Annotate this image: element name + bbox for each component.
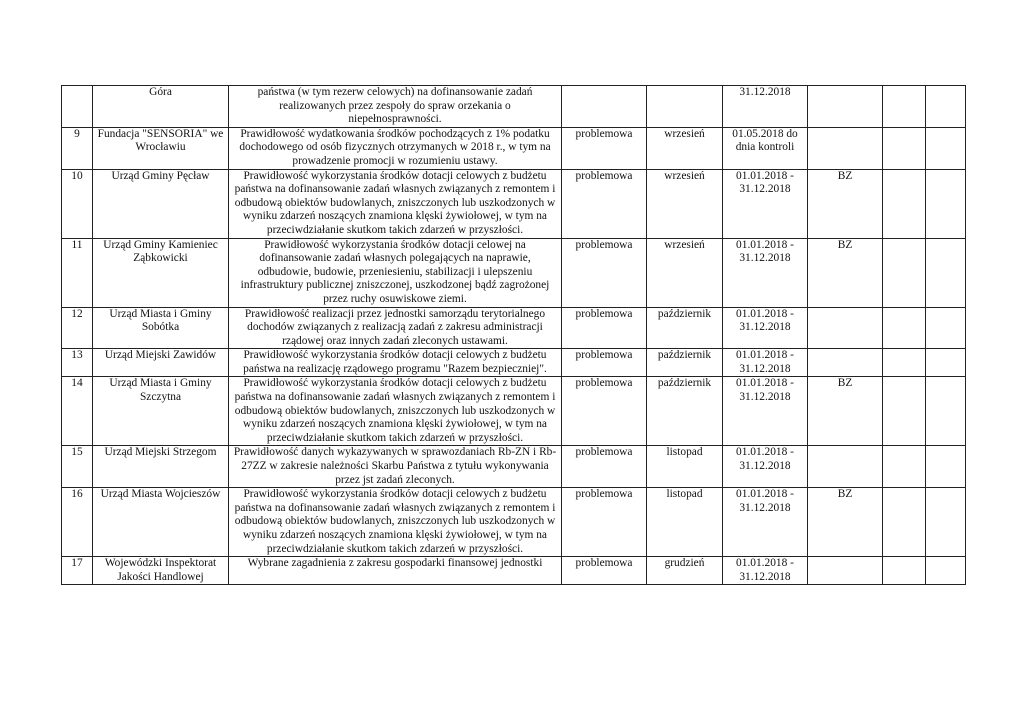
control-month: październik bbox=[647, 349, 723, 377]
audited-unit: Urząd Miejski Strzegom bbox=[93, 446, 229, 488]
empty-cell bbox=[926, 349, 966, 377]
empty-cell bbox=[883, 446, 926, 488]
control-note bbox=[808, 86, 883, 128]
table-row bbox=[62, 127, 966, 169]
control-month: październik bbox=[647, 377, 723, 446]
control-period: 01.01.2018 - 31.12.2018 bbox=[723, 169, 808, 238]
control-subject: Prawidłowość wydatkowania środków pochodzących z 1% podatku dochodowego od osób fizycznych otrzymanych w 2018 r., w tym na prowadzenie promocji w rozumieniu ustawy. bbox=[229, 127, 562, 169]
control-period: 01.05.2018 do dnia kontroli bbox=[723, 127, 808, 169]
empty-cell bbox=[883, 86, 926, 128]
control-month: grudzień bbox=[647, 557, 723, 585]
control-type: problemowa bbox=[562, 377, 647, 446]
control-month: listopad bbox=[647, 446, 723, 488]
control-note bbox=[808, 349, 883, 377]
row-number bbox=[62, 86, 93, 128]
control-type: problemowa bbox=[562, 557, 647, 585]
control-period: 01.01.2018 - 31.12.2018 bbox=[723, 488, 808, 557]
empty-cell bbox=[926, 86, 966, 128]
control-period: 01.01.2018 - 31.12.2018 bbox=[723, 349, 808, 377]
control-period: 01.01.2018 - 31.12.2018 bbox=[723, 557, 808, 585]
control-note bbox=[808, 307, 883, 349]
row-number: 17 bbox=[62, 557, 93, 585]
empty-cell bbox=[926, 169, 966, 238]
control-subject: Prawidłowość danych wykazywanych w sprawozdaniach Rb-ZN i Rb-27ZZ w zakresie należności Skarbu Państwa z tytułu wykonywania przez jst zadań zleconych. bbox=[229, 446, 562, 488]
table-row bbox=[62, 488, 966, 557]
audited-unit: Góra bbox=[93, 86, 229, 128]
table-row bbox=[62, 349, 966, 377]
empty-cell bbox=[883, 488, 926, 557]
audited-unit: Urząd Gminy Pęcław bbox=[93, 169, 229, 238]
control-subject: Prawidłowość realizacji przez jednostki samorządu terytorialnego dochodów związanych z realizacją zadań z zakresu administracji rządowej oraz innych zadań zleconych ustawami. bbox=[229, 307, 562, 349]
control-note bbox=[808, 446, 883, 488]
table-row bbox=[62, 377, 966, 446]
audited-unit: Fundacja "SENSORIA" we Wrocławiu bbox=[93, 127, 229, 169]
control-subject: Prawidłowość wykorzystania środków dotacji celowych z budżetu państwa na dofinansowanie zadań własnych związanych z remontem i odbudową obiektów budowlanych, zniszczonych lub uszkodzonych w wyniku zdarzeń noszących znamiona klęski żywiołowej, w tym na przeciwdziałanie skutkom takich zdarzeń w przyszłości. bbox=[229, 169, 562, 238]
row-number: 12 bbox=[62, 307, 93, 349]
control-type: problemowa bbox=[562, 307, 647, 349]
control-note bbox=[808, 127, 883, 169]
control-note bbox=[808, 557, 883, 585]
control-type: problemowa bbox=[562, 349, 647, 377]
empty-cell bbox=[926, 238, 966, 307]
control-note: BZ bbox=[808, 238, 883, 307]
control-month: wrzesień bbox=[647, 127, 723, 169]
empty-cell bbox=[883, 349, 926, 377]
table-row bbox=[62, 238, 966, 307]
control-plan-table bbox=[61, 85, 966, 585]
empty-cell bbox=[926, 307, 966, 349]
empty-cell bbox=[883, 307, 926, 349]
control-period: 01.01.2018 - 31.12.2018 bbox=[723, 238, 808, 307]
empty-cell bbox=[883, 238, 926, 307]
control-subject: Prawidłowość wykorzystania środków dotacji celowej na dofinansowanie zadań własnych polegających na naprawie, odbudowie, budowie, przeniesieniu, stabilizacji i ulepszeniu infrastruktury publicznej zniszczonej, uszkodzonej bądź zagrożonej przez ruchy osuwiskowe ziemi. bbox=[229, 238, 562, 307]
empty-cell bbox=[926, 127, 966, 169]
empty-cell bbox=[883, 377, 926, 446]
audited-unit: Wojewódzki Inspektorat Jakości Handlowej bbox=[93, 557, 229, 585]
control-month: wrzesień bbox=[647, 238, 723, 307]
row-number: 13 bbox=[62, 349, 93, 377]
control-type: problemowa bbox=[562, 127, 647, 169]
table-row bbox=[62, 446, 966, 488]
row-number: 10 bbox=[62, 169, 93, 238]
row-number: 15 bbox=[62, 446, 93, 488]
control-note: BZ bbox=[808, 169, 883, 238]
empty-cell bbox=[926, 488, 966, 557]
control-type: problemowa bbox=[562, 169, 647, 238]
control-type: problemowa bbox=[562, 446, 647, 488]
audited-unit: Urząd Miasta i Gminy Szczytna bbox=[93, 377, 229, 446]
audited-unit: Urząd Miasta i Gminy Sobótka bbox=[93, 307, 229, 349]
row-number: 11 bbox=[62, 238, 93, 307]
control-note: BZ bbox=[808, 488, 883, 557]
control-period: 31.12.2018 bbox=[723, 86, 808, 128]
empty-cell bbox=[883, 127, 926, 169]
empty-cell bbox=[926, 377, 966, 446]
control-subject: Prawidłowość wykorzystania środków dotacji celowych z budżetu państwa na dofinansowanie zadań własnych związanych z remontem i odbudową obiektów budowlanych, zniszczonych lub uszkodzonych w wyniku zdarzeń noszących znamiona klęski żywiołowej, w tym na przeciwdziałanie skutkom takich zdarzeń w przyszłości. bbox=[229, 377, 562, 446]
control-month: listopad bbox=[647, 488, 723, 557]
control-subject: Prawidłowość wykorzystania środków dotacji celowych z budżetu państwa na dofinansowanie zadań własnych związanych z remontem i odbudową obiektów budowlanych, zniszczonych lub uszkodzonych w wyniku zdarzeń noszących znamiona klęski żywiołowej, w tym na przeciwdziałanie skutkom takich zdarzeń w przyszłości. bbox=[229, 488, 562, 557]
control-period: 01.01.2018 - 31.12.2018 bbox=[723, 307, 808, 349]
control-month: październik bbox=[647, 307, 723, 349]
control-period: 01.01.2018 - 31.12.2018 bbox=[723, 377, 808, 446]
control-type: problemowa bbox=[562, 238, 647, 307]
control-month: wrzesień bbox=[647, 169, 723, 238]
control-type: problemowa bbox=[562, 488, 647, 557]
control-note: BZ bbox=[808, 377, 883, 446]
control-type bbox=[562, 86, 647, 128]
row-number: 9 bbox=[62, 127, 93, 169]
table-row bbox=[62, 169, 966, 238]
table-row bbox=[62, 86, 966, 128]
table-row bbox=[62, 557, 966, 585]
table-row bbox=[62, 307, 966, 349]
audited-unit: Urząd Miejski Zawidów bbox=[93, 349, 229, 377]
empty-cell bbox=[883, 169, 926, 238]
empty-cell bbox=[883, 557, 926, 585]
row-number: 16 bbox=[62, 488, 93, 557]
empty-cell bbox=[926, 557, 966, 585]
empty-cell bbox=[926, 446, 966, 488]
control-subject: Prawidłowość wykorzystania środków dotacji celowych z budżetu państwa na realizację rządowego programu "Razem bezpieczniej". bbox=[229, 349, 562, 377]
control-subject: Wybrane zagadnienia z zakresu gospodarki finansowej jednostki bbox=[229, 557, 562, 585]
control-period: 01.01.2018 - 31.12.2018 bbox=[723, 446, 808, 488]
row-number: 14 bbox=[62, 377, 93, 446]
audited-unit: Urząd Miasta Wojcieszów bbox=[93, 488, 229, 557]
audited-unit: Urząd Gminy Kamieniec Ząbkowicki bbox=[93, 238, 229, 307]
control-subject: państwa (w tym rezerw celowych) na dofinansowanie zadań realizowanych przez zespoły do spraw orzekania o niepełnosprawności. bbox=[229, 86, 562, 128]
control-month bbox=[647, 86, 723, 128]
